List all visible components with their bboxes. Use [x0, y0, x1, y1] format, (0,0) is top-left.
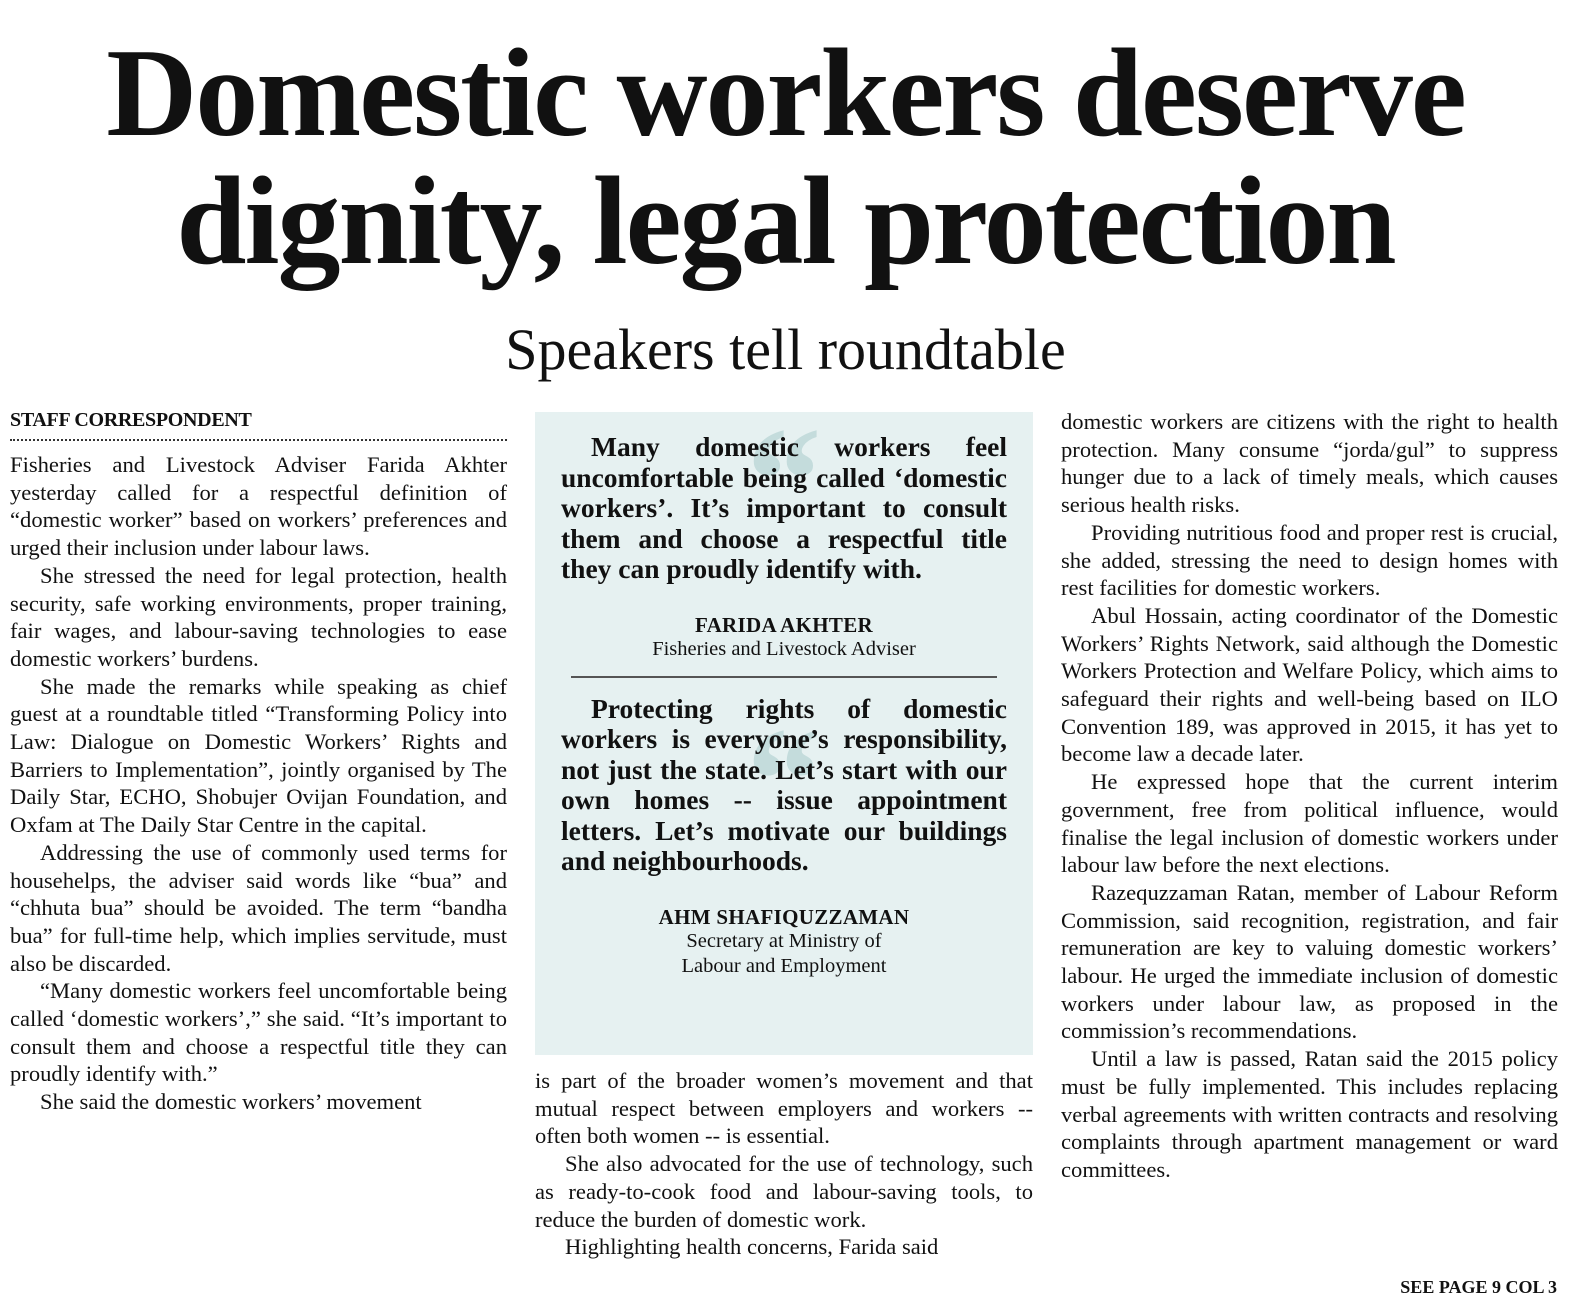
paragraph: Fisheries and Livestock Adviser Farida Akhter yesterday called for a respectful definition of “domestic worker” based on workers’ preferences and urged their inclusion under labour laws. [10, 452, 507, 561]
headline [0, 24, 1571, 291]
paragraph: is part of the broader women’s movement and that mutual respect between employers and workers -- often both women -- is essential. [535, 1068, 1033, 1149]
quote-speaker-name: FARIDA AKHTER [695, 612, 873, 637]
pull-quote-text: Many domestic workers feel uncomfortable being called ‘domestic workers’. It’s important to consult them and choose a respectful title they can proudly identify with. [561, 431, 1007, 584]
paragraph: She stressed the need for legal protection, health security, safe working environments, proper training, fair wages, and labour-saving technologies to ease domestic workers’ burdens. [10, 562, 507, 671]
paragraph: “Many domestic workers feel uncomfortable being called ‘domestic workers’,” she said. “It’s important to consult them and choose a respectful title they can proudly identify with.” [10, 978, 507, 1087]
pull-quote-text: Protecting rights of domestic workers is everyone’s responsibility, not just the state. Let’s start with our own homes -- issue appointment letters. Let’s motivate our buildings and neighbourhoods. [561, 692, 1007, 876]
quote-mark-icon: “ [746, 697, 822, 863]
column-3 [1061, 408, 1558, 1184]
paragraph: Until a law is passed, Ratan said the 2015 policy must be fully implemented. This includes replacing verbal agreements with written contracts and resolving complaints through apartment management or ward committees. [1061, 1046, 1558, 1182]
paragraph: Highlighting health concerns, Farida said [565, 1234, 939, 1260]
subheadline: Speakers tell roundtable [505, 317, 1066, 382]
paragraph: She also advocated for the use of technology, such as ready-to-cook food and labour-saving tools, to reduce the burden of domestic work. [535, 1151, 1033, 1232]
pull-quote-box [535, 397, 1033, 1055]
headline-line-1: Domestic workers deserve [106, 24, 1465, 163]
column-2 [535, 397, 1033, 1261]
byline: STAFF CORRESPONDENT [10, 408, 507, 441]
quote-divider [571, 676, 997, 678]
paragraph: She made the remarks while speaking as chief guest at a roundtable titled “Transforming Policy into Law: Dialogue on Domestic Workers’ Rights and Barriers to Implementation”, jointly organised by The Daily Star, ECHO, Shobujer Ovijan Foundation, and Oxfam at The Daily Star Centre in the capital. [10, 673, 507, 838]
headline-line-2: dignity, legal protection [176, 152, 1395, 291]
paragraph: He expressed hope that the current interim government, free from political influence, would finalise the legal inclusion of domestic workers under labour law before the next elections. [1061, 769, 1558, 878]
column-1 [10, 408, 507, 1116]
continuation-jump-line: SEE PAGE 9 COL 3 [1400, 1277, 1557, 1297]
paragraph: Abul Hossain, acting coordinator of the Domestic Workers’ Rights Network, said although the Domestic Workers Protection and Welfare Policy, which aims to safeguard their rights and well-being based on ILO Convention 189, was approved in 2015, it has yet to become law a decade later. [1061, 602, 1558, 767]
paragraph: domestic workers are citizens with the right to health protection. Many consume “jorda/gul” to suppress hunger due to a lack of timely meals, which causes serious health risks. [1061, 409, 1558, 518]
quote-mark-icon: “ [746, 397, 822, 563]
paragraph: Addressing the use of commonly used terms for househelps, the adviser said words like “bua” and “chhuta bua” should be avoided. The term “bandha bua” for full-time help, which implies servitude, must also be discarded. [10, 839, 507, 976]
quote-speaker-name: AHM SHAFIQUZZAMAN [658, 904, 910, 929]
quote-speaker-role: Secretary at Ministry of Labour and Employment [681, 929, 887, 977]
paragraph: She said the domestic workers’ movement [40, 1089, 422, 1115]
quote-speaker-role: Fisheries and Livestock Adviser [652, 637, 916, 660]
paragraph: Razequzzaman Ratan, member of Labour Reform Commission, said recognition, registration, and fair remuneration are key to valuing domestic workers’ labour. He urged the immediate inclusion of domestic workers under labour law, as proposed in the commission’s recommendations. [1061, 879, 1558, 1044]
paragraph: Providing nutritious food and proper rest is crucial, she added, stressing the need to design homes with rest facilities for domestic workers. [1061, 519, 1558, 601]
